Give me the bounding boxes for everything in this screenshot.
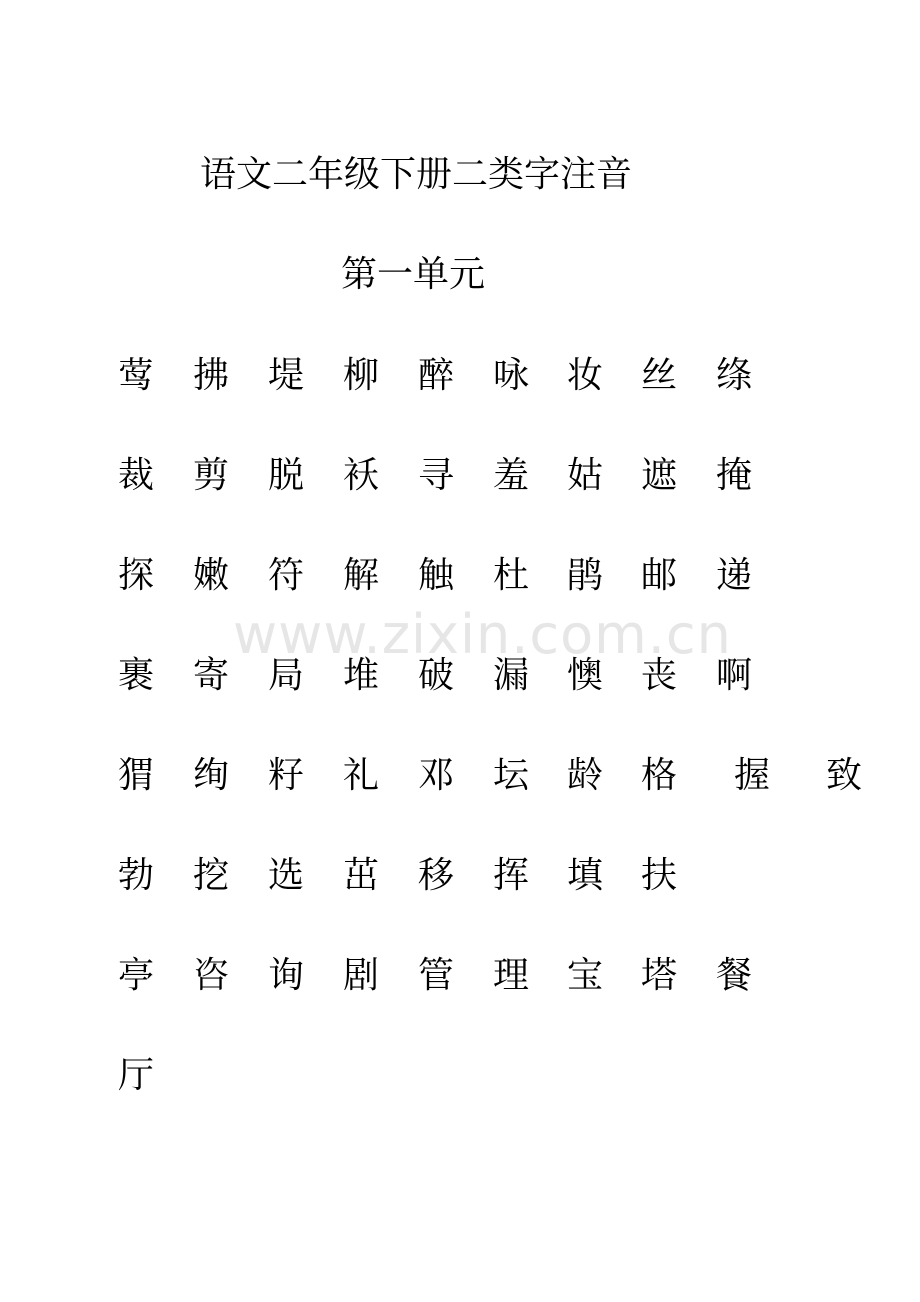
character-row — [0, 354, 920, 404]
character: 漏 — [492, 655, 529, 696]
character: 剪 — [192, 455, 229, 496]
character: 绦 — [715, 355, 752, 396]
character: 符 — [267, 555, 304, 596]
character: 扶 — [640, 855, 677, 896]
character: 亭 — [117, 955, 154, 996]
character: 丝 — [640, 355, 677, 396]
character: 猬 — [117, 755, 154, 796]
character: 咨 — [192, 955, 229, 996]
character: 触 — [417, 555, 454, 596]
character: 选 — [267, 855, 304, 896]
character: 懊 — [566, 655, 603, 696]
character: 管 — [417, 955, 454, 996]
character: 移 — [417, 855, 454, 896]
character: 掩 — [715, 455, 752, 496]
character: 杜 — [492, 555, 529, 596]
character: 丧 — [640, 655, 677, 696]
character: 嫩 — [192, 555, 229, 596]
character: 醉 — [417, 355, 454, 396]
character: 堤 — [267, 355, 304, 396]
character: 裁 — [117, 455, 154, 496]
character: 填 — [566, 855, 603, 896]
character: 剧 — [342, 955, 379, 996]
character: 寄 — [192, 655, 229, 696]
character: 裹 — [117, 655, 154, 696]
character: 茁 — [342, 855, 379, 896]
character: 格 — [640, 755, 677, 796]
character: 绚 — [192, 755, 229, 796]
character: 挥 — [492, 855, 529, 896]
character: 递 — [715, 555, 752, 596]
character: 姑 — [566, 455, 603, 496]
character: 袄 — [342, 455, 379, 496]
character: 寻 — [417, 455, 454, 496]
character: 邓 — [417, 755, 454, 796]
page-title: 语文二年级下册二类字注音 — [200, 154, 633, 195]
character: 咏 — [492, 355, 529, 396]
character: 勃 — [117, 855, 154, 896]
character: 餐 — [715, 955, 752, 996]
character-row — [0, 1054, 920, 1104]
character: 理 — [492, 955, 529, 996]
character: 脱 — [267, 455, 304, 496]
character: 致 — [825, 755, 862, 796]
character: 握 — [733, 755, 770, 796]
character: 宝 — [566, 955, 603, 996]
character-row — [0, 954, 920, 1004]
character: 邮 — [640, 555, 677, 596]
character: 厅 — [117, 1055, 154, 1096]
character: 询 — [267, 955, 304, 996]
character: 莺 — [117, 355, 154, 396]
character: 羞 — [492, 455, 529, 496]
character-row — [0, 454, 920, 504]
character: 遮 — [640, 455, 677, 496]
character: 柳 — [342, 355, 379, 396]
watermark-text: www.zixin.com.cn — [233, 603, 732, 666]
character-row — [0, 854, 920, 904]
character: 妆 — [566, 355, 603, 396]
character: 龄 — [566, 755, 603, 796]
character: 塔 — [640, 955, 677, 996]
character-row — [0, 554, 920, 604]
character: 挖 — [192, 855, 229, 896]
character: 探 — [117, 555, 154, 596]
unit-heading: 第一单元 — [341, 254, 486, 295]
character: 局 — [267, 655, 304, 696]
character: 礼 — [342, 755, 379, 796]
character: 堆 — [342, 655, 379, 696]
character: 解 — [342, 555, 379, 596]
character: 拂 — [192, 355, 229, 396]
character: 籽 — [267, 755, 304, 796]
character-row — [0, 654, 920, 704]
character: 鹃 — [566, 555, 603, 596]
character: 啊 — [715, 655, 752, 696]
character: 破 — [417, 655, 454, 696]
character: 坛 — [492, 755, 529, 796]
character-row — [0, 754, 920, 804]
